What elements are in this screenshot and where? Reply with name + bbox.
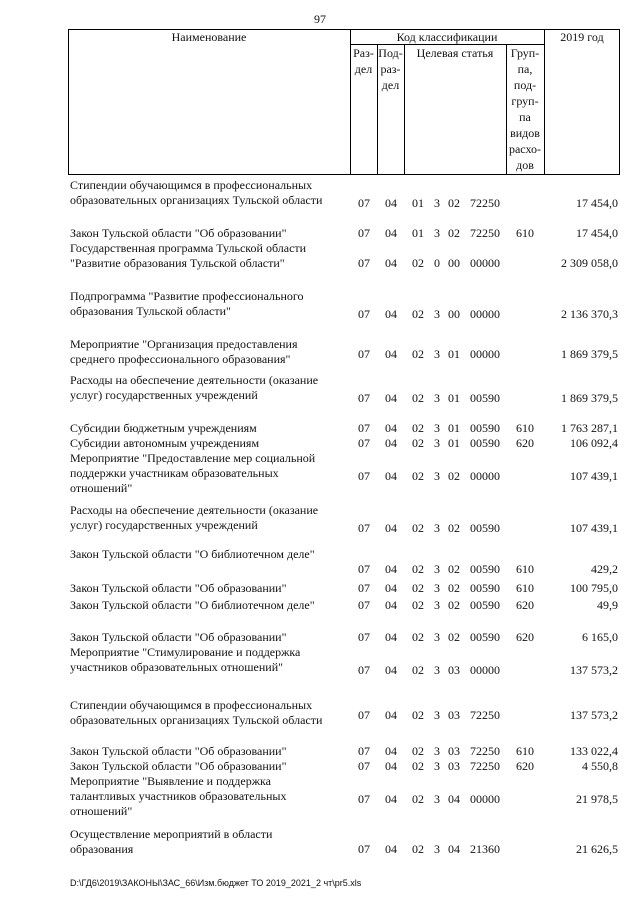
row-name-line: Стипендии обучающимся в профессиональных — [70, 698, 313, 712]
row-razdel: 07 — [358, 421, 370, 435]
footer-file-path: D:\ГД6\2019\ЗАКОНЫ\ЗАС_66\Изм.бюджет ТО 2019_2021_2 чт\pr5.xls — [70, 878, 362, 888]
row-program: 02 — [412, 469, 424, 483]
row-subprogram: 0 — [434, 256, 440, 270]
row-program: 01 — [412, 226, 424, 240]
row-subprogram: 3 — [434, 663, 440, 677]
row-name — [70, 759, 350, 774]
row-subprogram: 3 — [434, 421, 440, 435]
row-group: 620 — [516, 759, 534, 773]
row-name-line: образования Тульской области" — [70, 304, 231, 318]
row-event: 03 — [448, 759, 460, 773]
row-podrazdel: 04 — [385, 196, 397, 210]
header-razdel-line: Раз- — [353, 46, 374, 60]
row-group: 620 — [516, 436, 534, 450]
row-name-line: образовательных организациях Тульской области — [70, 713, 323, 727]
row-podrazdel: 04 — [385, 347, 397, 361]
row-program: 02 — [412, 708, 424, 722]
row-podrazdel: 04 — [385, 598, 397, 612]
row-name-line: Мероприятие "Организация предоставления — [70, 337, 298, 351]
row-razdel: 07 — [358, 842, 370, 856]
row-name-line: Закон Тульской области "Об образовании" — [70, 759, 287, 773]
row-direction: 00590 — [470, 421, 500, 435]
header-group-line: па, — [517, 62, 533, 76]
row-name — [70, 451, 350, 496]
header-divider-group — [544, 29, 545, 175]
header-bottom-border — [68, 174, 620, 175]
row-program: 02 — [412, 521, 424, 535]
row-direction: 72250 — [470, 196, 500, 210]
header-year: 2019 год — [560, 30, 604, 44]
row-name-line: услуг) государственных учреждений — [70, 388, 258, 402]
row-event: 01 — [448, 421, 460, 435]
header-group-line: Груп- — [510, 46, 540, 60]
row-subprogram: 3 — [434, 792, 440, 806]
row-name — [70, 645, 350, 675]
row-amount: 49,9 — [597, 598, 618, 612]
row-event: 01 — [448, 436, 460, 450]
header-right-border — [619, 29, 620, 175]
row-razdel: 07 — [358, 469, 370, 483]
row-event: 02 — [448, 196, 460, 210]
row-razdel: 07 — [358, 759, 370, 773]
row-name-line: отношений" — [70, 481, 133, 495]
row-direction: 00590 — [470, 581, 500, 595]
row-direction: 72250 — [470, 744, 500, 758]
row-podrazdel: 04 — [385, 759, 397, 773]
row-name-line: поддержки участникам образовательных — [70, 466, 279, 480]
row-program: 02 — [412, 663, 424, 677]
row-subprogram: 3 — [434, 708, 440, 722]
row-program: 02 — [412, 581, 424, 595]
row-name — [70, 337, 350, 367]
row-subprogram: 3 — [434, 842, 440, 856]
row-program: 02 — [412, 421, 424, 435]
row-direction: 00000 — [470, 256, 500, 270]
row-name — [70, 698, 350, 728]
row-direction: 72250 — [470, 759, 500, 773]
row-podrazdel: 04 — [385, 581, 397, 595]
row-razdel: 07 — [358, 436, 370, 450]
row-amount: 2 309 058,0 — [561, 256, 618, 270]
row-event: 00 — [448, 307, 460, 321]
row-direction: 00000 — [470, 469, 500, 483]
row-razdel: 07 — [358, 744, 370, 758]
header-group-line: под- — [513, 78, 537, 92]
row-razdel: 07 — [358, 663, 370, 677]
row-podrazdel: 04 — [385, 708, 397, 722]
header-target: Целевая статья — [416, 46, 494, 60]
row-podrazdel: 04 — [385, 562, 397, 576]
row-program: 02 — [412, 759, 424, 773]
header-podrazdel-line: дел — [381, 78, 400, 92]
row-podrazdel: 04 — [385, 792, 397, 806]
row-event: 01 — [448, 347, 460, 361]
row-name-line: Закон Тульской области "О библиотечном деле" — [70, 598, 315, 612]
row-amount: 107 439,1 — [570, 521, 618, 535]
row-subprogram: 3 — [434, 469, 440, 483]
row-podrazdel: 04 — [385, 630, 397, 644]
row-name-line: Расходы на обеспечение деятельности (оказание — [70, 373, 319, 387]
table-header — [0, 0, 640, 180]
row-subprogram: 3 — [434, 307, 440, 321]
row-name-line: Мероприятие "Выявление и поддержка — [70, 774, 271, 788]
row-direction: 00000 — [470, 792, 500, 806]
row-event: 02 — [448, 521, 460, 535]
row-group: 610 — [516, 562, 534, 576]
row-name-line: талантливых участников образовательных — [70, 789, 287, 803]
header-razdel-line: дел — [354, 62, 373, 76]
row-program: 02 — [412, 598, 424, 612]
row-group: 620 — [516, 630, 534, 644]
row-name-line: Закон Тульской области "Об образовании" — [70, 630, 287, 644]
row-name — [70, 581, 350, 596]
row-program: 02 — [412, 562, 424, 576]
row-razdel: 07 — [358, 391, 370, 405]
row-direction: 00000 — [470, 307, 500, 321]
row-program: 01 — [412, 196, 424, 210]
row-name-line: Стипендии обучающимся в профессиональных — [70, 178, 313, 192]
row-razdel: 07 — [358, 630, 370, 644]
row-podrazdel: 04 — [385, 744, 397, 758]
row-event: 02 — [448, 598, 460, 612]
row-name-line: Субсидии бюджетным учреждениям — [70, 421, 257, 435]
row-podrazdel: 04 — [385, 663, 397, 677]
row-subprogram: 3 — [434, 598, 440, 612]
row-subprogram: 3 — [434, 630, 440, 644]
row-name — [70, 630, 350, 645]
row-name-line: Мероприятие "Стимулирование и поддержка — [70, 645, 301, 659]
row-direction: 00000 — [470, 663, 500, 677]
row-group: 610 — [516, 581, 534, 595]
row-name-line: Закон Тульской области "О библиотечном деле" — [70, 547, 315, 561]
row-event: 02 — [448, 630, 460, 644]
header-group-line: видов — [510, 126, 540, 140]
row-direction: 00590 — [470, 598, 500, 612]
row-program: 02 — [412, 347, 424, 361]
row-podrazdel: 04 — [385, 226, 397, 240]
header-name: Наименование — [171, 30, 247, 44]
row-group: 610 — [516, 744, 534, 758]
row-event: 03 — [448, 744, 460, 758]
row-razdel: 07 — [358, 598, 370, 612]
row-amount: 137 573,2 — [570, 663, 618, 677]
row-event: 00 — [448, 256, 460, 270]
row-event: 02 — [448, 469, 460, 483]
row-group: 620 — [516, 598, 534, 612]
page-number: 97 — [314, 12, 326, 26]
row-subprogram: 3 — [434, 436, 440, 450]
header-podrazdel — [377, 45, 404, 93]
row-amount: 21 626,5 — [576, 842, 618, 856]
row-amount: 4 550,8 — [582, 759, 618, 773]
row-event: 01 — [448, 391, 460, 405]
row-podrazdel: 04 — [385, 469, 397, 483]
header-group-line: расхо- — [508, 142, 542, 156]
row-event: 02 — [448, 562, 460, 576]
row-subprogram: 3 — [434, 196, 440, 210]
header-razdel — [350, 45, 377, 77]
row-name-line: услуг) государственных учреждений — [70, 518, 258, 532]
row-name-line: Расходы на обеспечение деятельности (оказание — [70, 503, 319, 517]
row-razdel: 07 — [358, 196, 370, 210]
row-name-line: Государственная программа Тульской области — [70, 241, 307, 255]
row-name — [70, 241, 350, 271]
row-direction: 00590 — [470, 630, 500, 644]
row-name-line: Подпрограмма "Развитие профессионального — [70, 289, 304, 303]
row-direction: 00590 — [470, 562, 500, 576]
row-program: 02 — [412, 842, 424, 856]
row-name — [70, 226, 350, 241]
row-razdel: 07 — [358, 708, 370, 722]
row-amount: 17 454,0 — [576, 226, 618, 240]
row-amount: 17 454,0 — [576, 196, 618, 210]
row-subprogram: 3 — [434, 744, 440, 758]
row-event: 03 — [448, 663, 460, 677]
row-event: 04 — [448, 842, 460, 856]
row-name — [70, 547, 350, 562]
header-code: Код классификации — [396, 30, 498, 44]
row-razdel: 07 — [358, 792, 370, 806]
row-name — [70, 598, 350, 613]
row-program: 02 — [412, 792, 424, 806]
row-name — [70, 178, 350, 208]
row-podrazdel: 04 — [385, 421, 397, 435]
row-program: 02 — [412, 256, 424, 270]
row-subprogram: 3 — [434, 391, 440, 405]
row-amount: 133 022,4 — [570, 744, 618, 758]
row-program: 02 — [412, 436, 424, 450]
row-podrazdel: 04 — [385, 391, 397, 405]
row-podrazdel: 04 — [385, 521, 397, 535]
row-name-line: отношений" — [70, 804, 133, 818]
row-name-line: "Развитие образования Тульской области" — [70, 256, 285, 270]
row-podrazdel: 04 — [385, 307, 397, 321]
row-name-line: Закон Тульской области "Об образовании" — [70, 581, 287, 595]
row-razdel: 07 — [358, 256, 370, 270]
row-group: 610 — [516, 421, 534, 435]
row-name — [70, 436, 350, 451]
row-program: 02 — [412, 307, 424, 321]
row-razdel: 07 — [358, 581, 370, 595]
row-amount: 429,2 — [591, 562, 618, 576]
header-group-line: па — [519, 110, 531, 124]
row-amount: 107 439,1 — [570, 469, 618, 483]
row-name-line: образования — [70, 842, 134, 856]
row-podrazdel: 04 — [385, 842, 397, 856]
row-amount: 137 573,2 — [570, 708, 618, 722]
row-subprogram: 3 — [434, 347, 440, 361]
row-podrazdel: 04 — [385, 256, 397, 270]
header-podrazdel-line: раз- — [380, 62, 401, 76]
row-name-line: Субсидии автономным учреждениям — [70, 436, 260, 450]
row-subprogram: 3 — [434, 759, 440, 773]
row-subprogram: 3 — [434, 521, 440, 535]
row-event: 04 — [448, 792, 460, 806]
row-direction: 00590 — [470, 521, 500, 535]
header-divider-podrazdel — [404, 44, 405, 175]
row-direction: 00590 — [470, 436, 500, 450]
row-direction: 72250 — [470, 226, 500, 240]
row-name — [70, 373, 350, 403]
row-razdel: 07 — [358, 307, 370, 321]
row-program: 02 — [412, 391, 424, 405]
row-name — [70, 421, 350, 436]
row-podrazdel: 04 — [385, 436, 397, 450]
header-group-line: груп- — [511, 94, 539, 108]
row-program: 02 — [412, 630, 424, 644]
row-subprogram: 3 — [434, 562, 440, 576]
row-amount: 1 869 379,5 — [561, 391, 618, 405]
row-name-line: образовательных организациях Тульской области — [70, 193, 323, 207]
row-program: 02 — [412, 744, 424, 758]
row-amount: 106 092,4 — [570, 436, 618, 450]
row-amount: 21 978,5 — [576, 792, 618, 806]
row-direction: 21360 — [470, 842, 500, 856]
row-razdel: 07 — [358, 562, 370, 576]
row-amount: 1 869 379,5 — [561, 347, 618, 361]
header-group — [506, 45, 544, 173]
row-direction: 72250 — [470, 708, 500, 722]
row-amount: 1 763 287,1 — [561, 421, 618, 435]
row-name — [70, 744, 350, 759]
row-name-line: Закон Тульской области "Об образовании" — [70, 226, 287, 240]
row-group: 610 — [516, 226, 534, 240]
row-event: 02 — [448, 226, 460, 240]
row-razdel: 07 — [358, 521, 370, 535]
row-name — [70, 774, 350, 819]
row-direction: 00000 — [470, 347, 500, 361]
row-name-line: Закон Тульской области "Об образовании" — [70, 744, 287, 758]
row-subprogram: 3 — [434, 226, 440, 240]
row-name-line: Мероприятие "Предоставление мер социальной — [70, 451, 316, 465]
header-podrazdel-line: Под- — [378, 46, 403, 60]
row-name-line: среднего профессионального образования" — [70, 352, 291, 366]
row-name-line: участников образовательных отношений" — [70, 660, 284, 674]
row-amount: 100 795,0 — [570, 581, 618, 595]
row-name — [70, 289, 350, 319]
row-name-line: Осуществление мероприятий в области — [70, 827, 273, 841]
row-name — [70, 827, 350, 857]
row-amount: 2 136 370,3 — [561, 307, 618, 321]
row-direction: 00590 — [470, 391, 500, 405]
row-event: 02 — [448, 581, 460, 595]
header-left-border — [68, 29, 69, 175]
row-event: 03 — [448, 708, 460, 722]
row-subprogram: 3 — [434, 581, 440, 595]
row-razdel: 07 — [358, 226, 370, 240]
header-group-line: дов — [516, 158, 534, 172]
row-name — [70, 503, 350, 533]
row-amount: 6 165,0 — [582, 630, 618, 644]
row-razdel: 07 — [358, 347, 370, 361]
